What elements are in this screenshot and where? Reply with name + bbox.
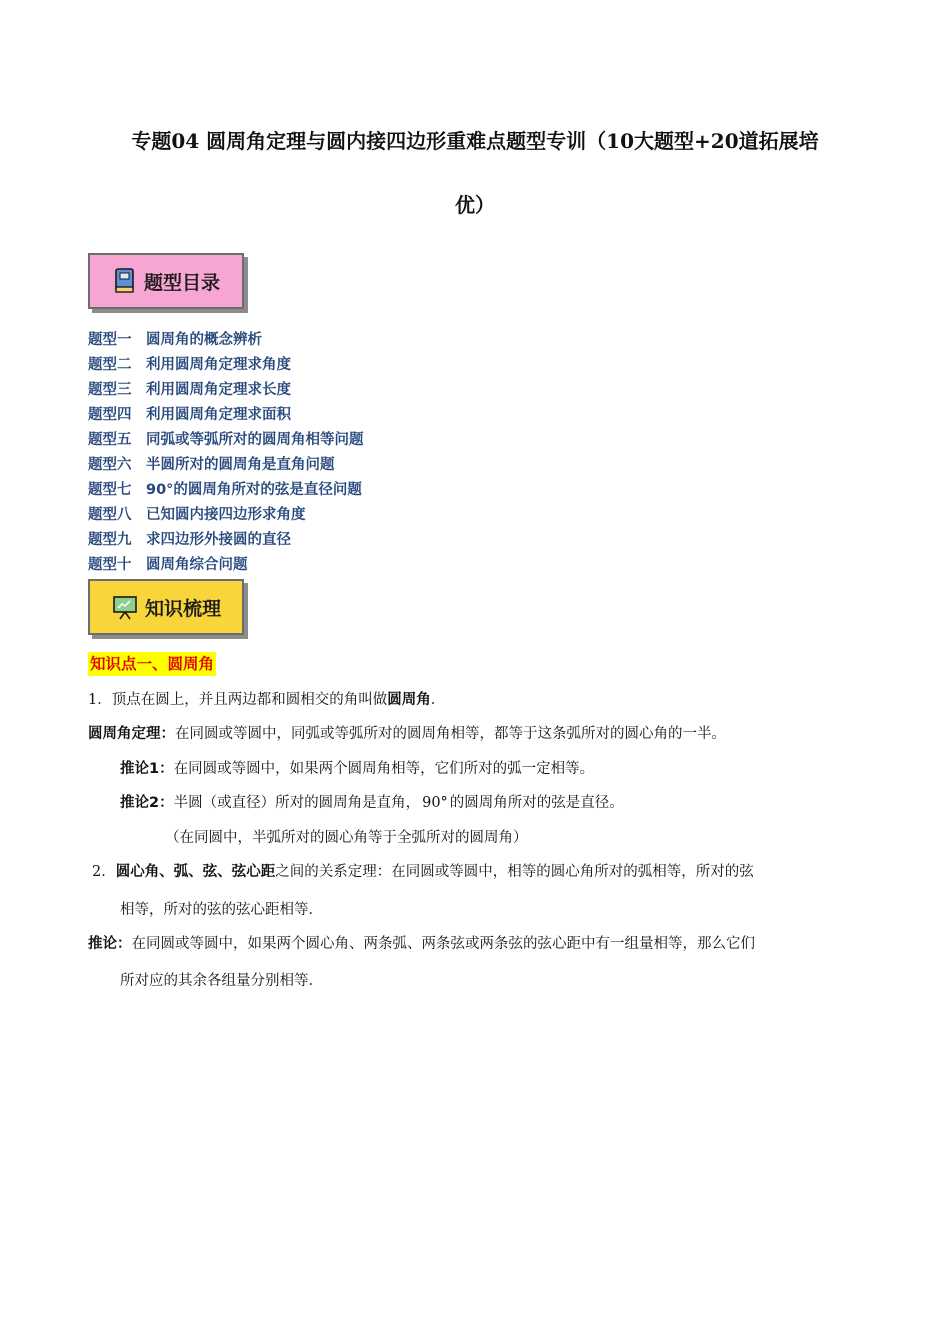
relation-number: 2． [92,864,116,880]
toc-item[interactable] [88,478,364,503]
definition-text: 1．顶点在圆上，并且两边都和圆相交的角叫做 [88,692,388,708]
theorem-paragraph [88,723,726,745]
toc-item-text: 求四边形外接圆的直径 [146,532,291,548]
inference-continuation: 所对应的其余各组量分别相等． [120,973,323,989]
toc-item[interactable] [88,403,364,428]
corollary-1-text: 在同圆或等圆中，如果两个圆周角相等，它们所对的弧一定相等。 [173,761,595,777]
title-line-2: 优） [455,193,495,217]
toc-item-number: 题型九 [88,532,132,548]
knowledge-point-heading: 知识点一、圆周角 [88,652,216,676]
toc-item-number: 题型二 [88,357,132,373]
toc-item-number: 题型四 [88,407,132,423]
theorem-text: 在同圆或等圆中，同弧或等弧所对的圆周角相等，都等于这条弧所对的圆心角的一半。 [175,726,726,742]
page-title [60,122,890,224]
definition-paragraph [88,689,445,711]
toc-item-text: 已知圆内接四边形求角度 [146,507,306,523]
toc-item[interactable] [88,378,364,403]
toc-banner-label: 题型目录 [143,271,220,294]
toc-item[interactable] [88,528,364,553]
toc-item-number: 题型一 [88,332,132,348]
toc-item-text: 半圆所对的圆周角是直角问题 [146,457,335,473]
corollary-2-label: 推论2： [120,795,174,811]
corollary-2-note: （在同圆中，半弧所对的圆心角等于全弧所对的圆周角） [165,830,528,846]
relation-text: 之间的关系定理：在同圆或等圆中，相等的圆心角所对的弧相等，所对的弦 [275,864,754,880]
corollary-2-degree: 90° [422,795,448,811]
inference-text: 在同圆或等圆中，如果两个圆心角、两条弧、两条弦或两条弦的弦心距中有一组量相等，那么它们 [131,936,755,952]
inference-paragraph [88,933,755,955]
toc-item[interactable] [88,553,364,578]
toc-item-number: 题型十 [88,557,132,573]
toc-banner [88,253,244,309]
toc-item-text: 圆周角综合问题 [146,557,248,573]
corollary-2-text-a: 半圆（或直径）所对的圆周角是直角， [173,795,421,811]
definition-end: ． [430,692,446,708]
knowledge-banner [88,579,244,635]
theorem-label: 圆周角定理： [88,726,175,742]
toc-item-text: 利用圆周角定理求长度 [146,382,291,398]
toc-item-text: 利用圆周角定理求角度 [146,357,291,373]
toc-item-number: 题型六 [88,457,132,473]
corollary-2-text-b: 的圆周角所对的弦是直径。 [449,795,624,811]
toc-item-number: 题型三 [88,382,132,398]
toc-item-text: 90°的圆周角所对的弦是直径问题 [146,482,362,498]
toc-item[interactable] [88,428,364,453]
title-line-1: 专题04 圆周角定理与圆内接四边形重难点题型专训（10大题型+20道拓展培 [131,129,819,153]
toc-list [88,328,364,578]
relation-continuation: 相等，所对的弦的弦心距相等． [120,902,323,918]
relation-theorem [92,861,754,883]
toc-item-text: 利用圆周角定理求面积 [146,407,291,423]
knowledge-banner-label: 知识梳理 [144,597,221,620]
book-icon [112,267,138,295]
corollary-1-label: 推论1： [120,761,174,777]
toc-item-text: 同弧或等弧所对的圆周角相等问题 [146,432,364,448]
toc-item-number: 题型五 [88,432,132,448]
toc-item[interactable] [88,453,364,478]
corollary-2 [120,792,624,814]
toc-item-number: 题型八 [88,507,132,523]
relation-terms: 圆心角、弧、弦、弦心距 [115,864,276,880]
definition-term: 圆周角 [387,692,431,708]
toc-item-text: 圆周角的概念辨析 [146,332,262,348]
toc-item[interactable] [88,353,364,378]
presentation-board-icon [111,593,139,621]
toc-item[interactable] [88,503,364,528]
toc-item-number: 题型七 [88,482,132,498]
toc-item[interactable] [88,328,364,353]
corollary-1 [120,758,594,780]
inference-label: 推论： [88,936,132,952]
